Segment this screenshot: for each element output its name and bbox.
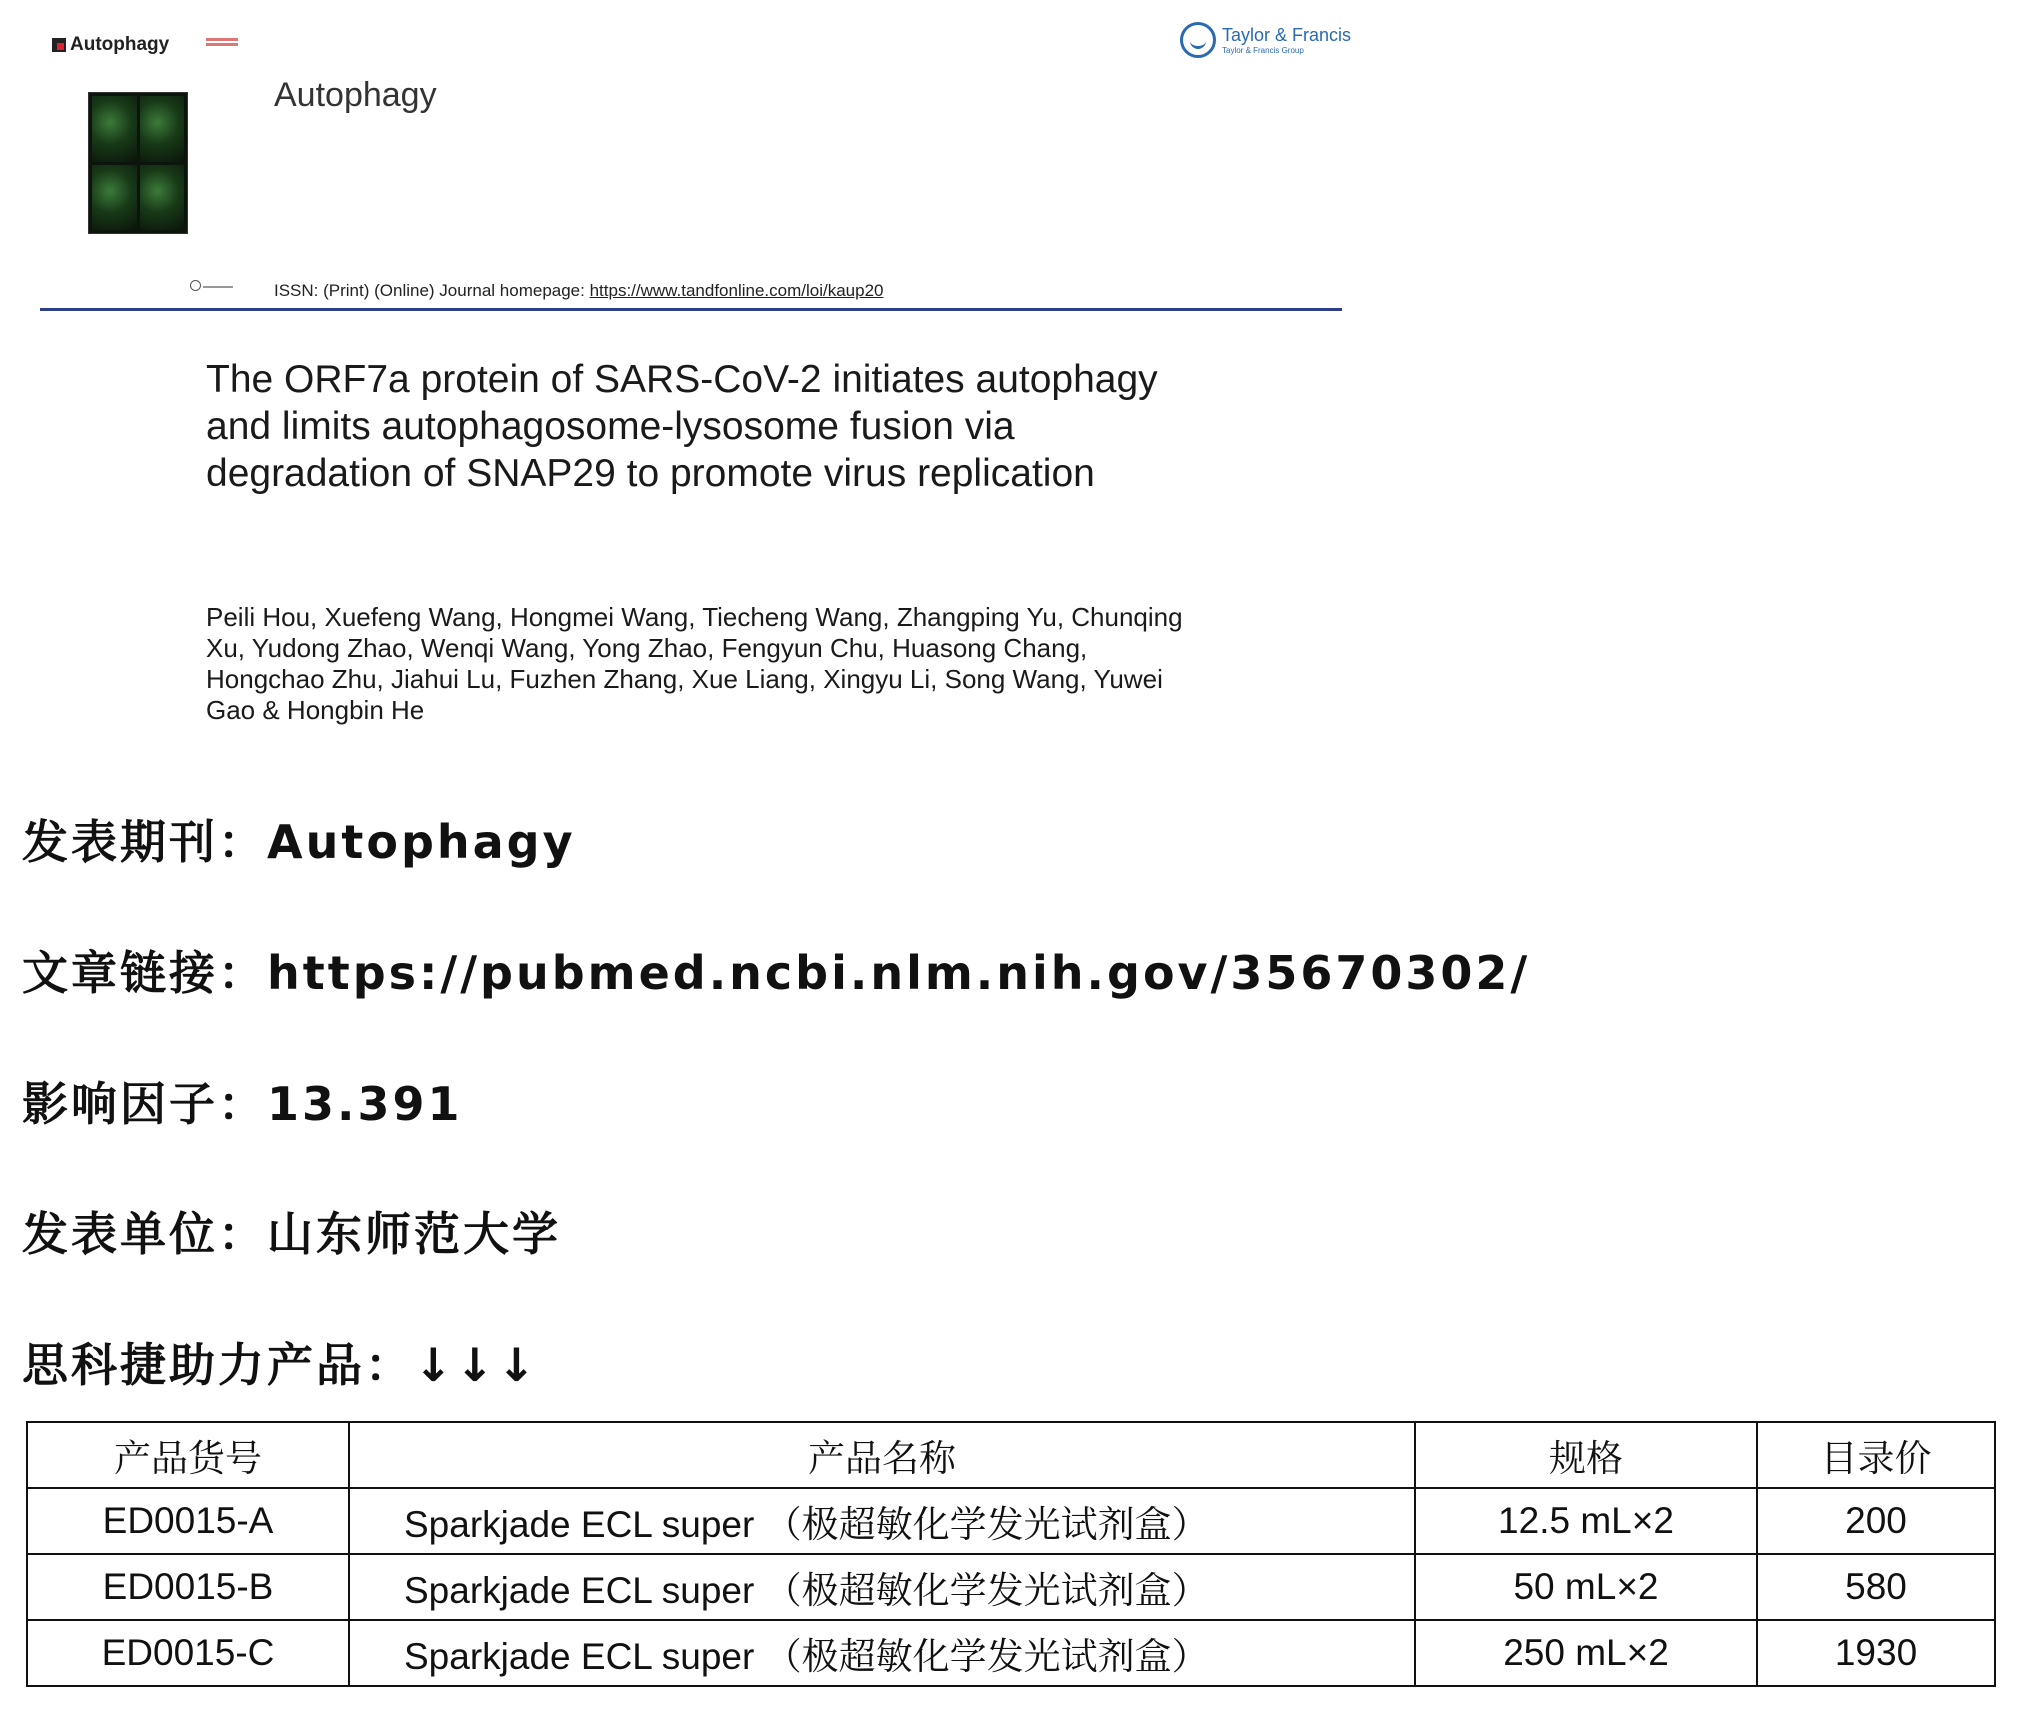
journal-badge bbox=[206, 38, 238, 52]
cell-spec: 50 mL×2 bbox=[1415, 1554, 1757, 1620]
header-price: 目录价 bbox=[1757, 1422, 1995, 1488]
journal-logo-icon bbox=[52, 38, 66, 52]
cell-name-cn: （极超敏化学发光试剂盒） bbox=[764, 1635, 1209, 1678]
down-arrows-icon: ↓↓↓ bbox=[414, 1338, 539, 1392]
header-divider bbox=[40, 308, 1342, 311]
cell-spec: 250 mL×2 bbox=[1415, 1620, 1757, 1686]
journal-logo bbox=[52, 34, 169, 56]
publisher-small-icon bbox=[190, 276, 236, 288]
cell-name bbox=[349, 1554, 1415, 1620]
header-sku: 产品货号 bbox=[27, 1422, 349, 1488]
cell-sku: ED0015-A bbox=[27, 1488, 349, 1554]
info-unit-label: 发表单位： bbox=[22, 1207, 267, 1261]
issn-line bbox=[274, 281, 883, 301]
info-link-value[interactable]: https://pubmed.ncbi.nlm.nih.gov/35670302/ bbox=[267, 946, 1531, 1000]
info-link-label: 文章链接： bbox=[22, 946, 267, 1000]
cell-price: 580 bbox=[1757, 1554, 1995, 1620]
cell-price: 1930 bbox=[1757, 1620, 1995, 1686]
info-if-label: 影响因子： bbox=[22, 1077, 267, 1131]
cell-sku: ED0015-B bbox=[27, 1554, 349, 1620]
publisher-name: Taylor & Francis bbox=[1222, 24, 1352, 45]
cell-name-cn: （极超敏化学发光试剂盒） bbox=[764, 1569, 1209, 1612]
table-row bbox=[27, 1620, 1995, 1686]
table-row bbox=[27, 1554, 1995, 1620]
issn-label: ISSN: (Print) (Online) Journal homepage: bbox=[274, 281, 585, 300]
header-spec: 规格 bbox=[1415, 1422, 1757, 1488]
taylor-francis-icon bbox=[1180, 22, 1216, 58]
info-products bbox=[22, 1329, 539, 1395]
info-unit-value: 山东师范大学 bbox=[267, 1207, 561, 1261]
publisher-logo bbox=[1180, 22, 1351, 58]
cell-name-en: Sparkjade ECL super bbox=[404, 1636, 755, 1677]
publisher-sub: Taylor & Francis Group bbox=[1222, 45, 1304, 55]
journal-cover-image bbox=[88, 92, 188, 234]
journal-logo-text: Autophagy bbox=[70, 34, 170, 55]
header-name: 产品名称 bbox=[349, 1422, 1415, 1488]
cell-spec: 12.5 mL×2 bbox=[1415, 1488, 1757, 1554]
cell-name-cn: （极超敏化学发光试剂盒） bbox=[764, 1503, 1209, 1546]
paper-title: The ORF7a protein of SARS-CoV-2 initiates autophagy and limits autophagosome-lysosome fusion via degradation of SNAP29 to promote virus replication bbox=[206, 358, 1158, 495]
table-header-row bbox=[27, 1422, 1995, 1488]
product-table bbox=[26, 1421, 1996, 1687]
info-products-label: 思科捷助力产品： bbox=[22, 1338, 414, 1392]
journal-homepage-link[interactable]: https://www.tandfonline.com/loi/kaup20 bbox=[589, 281, 884, 300]
journal-title: Autophagy bbox=[274, 76, 437, 114]
table-row bbox=[27, 1488, 1995, 1554]
info-journal-label: 发表期刊： bbox=[22, 815, 267, 869]
cell-name bbox=[349, 1620, 1415, 1686]
info-institution bbox=[22, 1198, 561, 1264]
info-article-link bbox=[22, 937, 1530, 1003]
cell-price: 200 bbox=[1757, 1488, 1995, 1554]
paper-authors: Peili Hou, Xuefeng Wang, Hongmei Wang, Tiecheng Wang, Zhangping Yu, Chunqing Xu, Yudong Zhao, Wenqi Wang, Yong Zhao, Fengyun Chu, Huasong Chang, Hongchao Zhu, Jiahui Lu, Fuzhen Zhang, Xue Liang, Xingyu Li, Song Wang, Yuwei Gao & Hongbin He bbox=[206, 602, 1183, 725]
cell-name bbox=[349, 1488, 1415, 1554]
cell-sku: ED0015-C bbox=[27, 1620, 349, 1686]
info-journal bbox=[22, 806, 576, 872]
info-if-value: 13.391 bbox=[267, 1077, 463, 1131]
cell-name-en: Sparkjade ECL super bbox=[404, 1570, 755, 1611]
info-journal-value: Autophagy bbox=[267, 815, 576, 869]
info-impact-factor bbox=[22, 1068, 463, 1134]
cell-name-en: Sparkjade ECL super bbox=[404, 1504, 755, 1545]
